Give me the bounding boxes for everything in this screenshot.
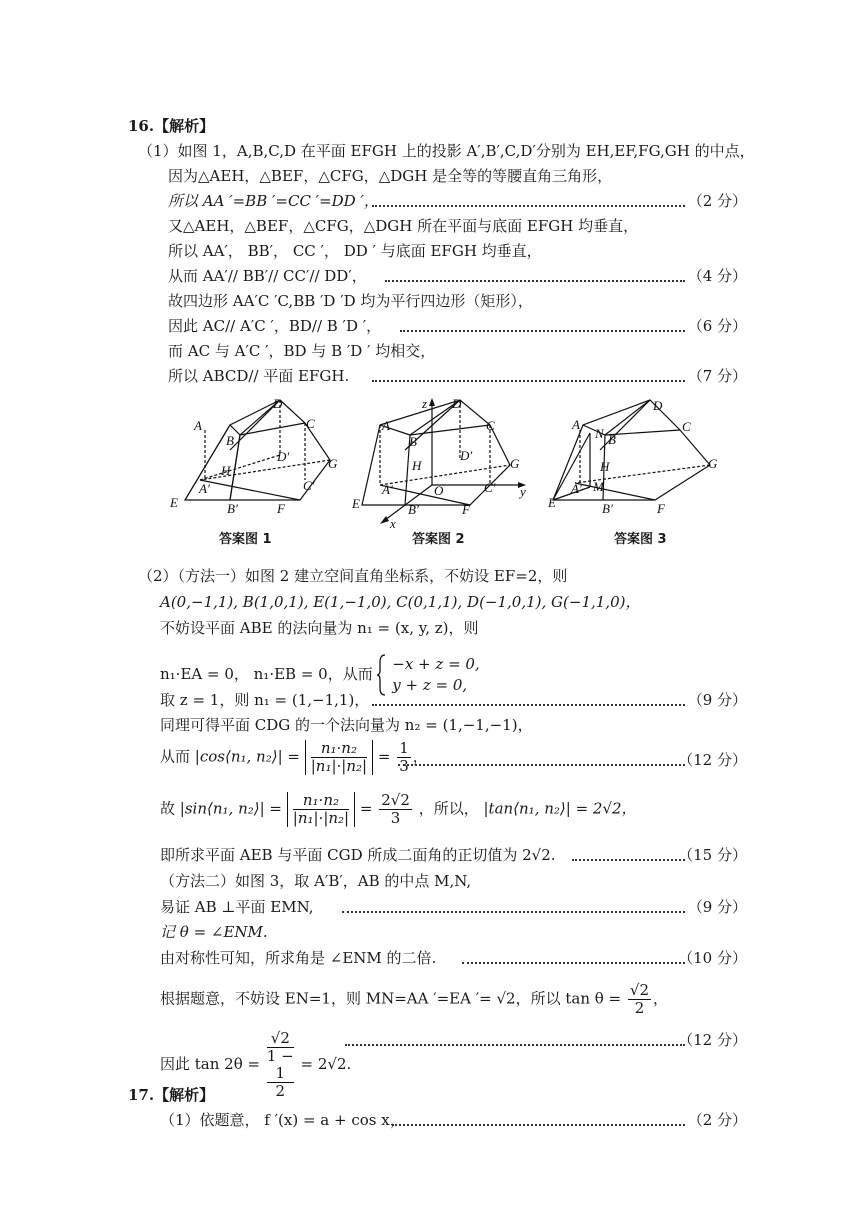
svg-text:H: H <box>412 458 422 473</box>
q16-p2-line1: （2）（方法一）如图 2 建立空间直角坐标系，不妨设 EF=2，则 <box>138 567 568 585</box>
half-numerator: 1 <box>267 1065 294 1083</box>
numerator-root-two: √2 <box>267 1030 294 1048</box>
one-minus: 1 − <box>266 1047 294 1065</box>
fraction-denominator: |n₁|·|n₂| <box>310 757 368 775</box>
svg-text:G: G <box>510 456 520 471</box>
dot-leader <box>372 704 685 706</box>
numerator-root-two: √2 <box>629 981 650 999</box>
svg-text:z: z <box>422 396 428 411</box>
numerator-two-root-two: 2√2 <box>381 791 410 809</box>
fraction-denominator: |n₁|·|n₂| <box>292 809 350 827</box>
dot-leader <box>372 380 685 382</box>
q16-m2-line5: 根据题意，不妨设 EN=1，则 MN=AA ′=EA ′= √2，所以 tan θ = $\frac{√2}{2}$ ， <box>160 981 669 1017</box>
q16-p2-coords: A(0,−1,1), B(1,0,1), E(1,−1,0), C(0,1,1), D(−1,0,1), G(−1,1,0)， <box>160 593 641 611</box>
score-7: （7 分） <box>687 367 747 385</box>
svg-text:B: B <box>409 434 417 449</box>
fraction-root2-over-2 <box>628 982 651 1017</box>
q16-m2-line2: 易证 AB ⊥平面 EMN, <box>160 898 314 916</box>
figure-3 <box>545 395 725 520</box>
svg-text:D: D <box>653 398 663 413</box>
svg-text:A: A <box>382 418 390 433</box>
svg-text:E: E <box>352 496 360 511</box>
svg-text:G: G <box>708 456 718 471</box>
q16-m2-line1: （方法二）如图 3，取 A′B′，AB 的中点 M,N, <box>160 872 472 890</box>
q16-p1-line10: 所以 ABCD// 平面 EFGH. <box>168 367 350 385</box>
q16-p2-line6: 同理可得平面 CDG 的一个法向量为 n₂ = (1,−1,−1)， <box>160 716 533 734</box>
equation-1: −x + z = 0, <box>392 655 480 673</box>
dot-leader <box>372 205 685 207</box>
caption-figure-1: 答案图 1 <box>219 532 272 547</box>
svg-text:C′: C′ <box>484 480 496 495</box>
svg-text:A′: A′ <box>382 482 393 497</box>
caption-figure-2: 答案图 2 <box>412 532 465 547</box>
q16-title: 16.【解析】 <box>128 117 215 135</box>
svg-text:A: A <box>194 418 202 433</box>
svg-text:B′: B′ <box>408 502 419 517</box>
dot-leader <box>398 764 685 766</box>
fraction-dot-over-norms <box>311 740 367 775</box>
svg-text:x: x <box>390 516 396 530</box>
svg-text:E: E <box>170 495 178 510</box>
abs-tan-result: |tan⟨n₁, n₂⟩| = 2√2， <box>483 799 637 818</box>
svg-text:B′: B′ <box>602 501 613 516</box>
fraction-numerator: n₁·n₂ <box>311 740 367 758</box>
svg-text:B: B <box>226 433 234 448</box>
fraction-dot-over-norms-2 <box>293 792 349 827</box>
svg-text:y: y <box>520 484 526 499</box>
svg-text:C: C <box>682 419 691 434</box>
q16-p2-line8 <box>160 792 637 827</box>
q16-p1-line3: 所以 AA ′=BB ′=CC ′=DD ′， <box>168 192 379 210</box>
q16-p1-line6: 从而 AA′// BB′// CC′// DD′， <box>168 267 367 285</box>
svg-text:M: M <box>593 479 604 494</box>
fraction-one-third <box>397 740 411 775</box>
svg-text:A′: A′ <box>199 481 210 496</box>
dot-leader <box>385 280 685 282</box>
numerator-one: 1 <box>399 739 409 757</box>
fraction-two-root-two-over-three <box>379 792 412 827</box>
dot-leader <box>572 859 685 861</box>
q16-p2-line3: 不妨设平面 ABE 的法向量为 n₁ = (x, y, z)，则 <box>160 619 479 637</box>
dot-leader <box>462 962 685 964</box>
svg-text:N: N <box>595 426 604 441</box>
equation-system <box>377 654 479 696</box>
score-2b: （2 分） <box>687 1111 747 1129</box>
q17-title: 17.【解析】 <box>128 1086 215 1104</box>
svg-text:G: G <box>328 456 338 471</box>
svg-text:H: H <box>600 459 610 474</box>
dot-leader <box>400 330 685 332</box>
half-denominator: 2 <box>275 1082 286 1100</box>
fraction-tan-double <box>267 1030 294 1100</box>
svg-text:D: D <box>452 396 462 411</box>
svg-text:D′: D′ <box>277 449 290 464</box>
svg-text:C′: C′ <box>303 478 315 493</box>
denominator-three: 3 <box>390 809 401 827</box>
tan-double-result: = 2√2. <box>300 1055 352 1073</box>
q17-line1: （1）依题意， f ′(x) = a + cos x， <box>160 1111 405 1129</box>
score-12: （12 分） <box>678 751 747 769</box>
normal-dot-products: n₁·EA = 0， n₁·EB = 0，从而 <box>160 665 373 683</box>
q16-p2-line7: 从而 |cos⟨n₁, n₂⟩| = $\frac{\text{n₁·n₂}}{\text{|n₁|·|n₂|}}$ = $\frac{1}{3}$ ， <box>160 739 428 775</box>
score-10: （10 分） <box>678 949 747 967</box>
q16-p2-line5: 取 z = 1，则 n₁ = (1,−1,1)， <box>160 691 370 709</box>
score-6: （6 分） <box>687 317 747 335</box>
so-text: ，所以， <box>418 799 479 818</box>
figure-1 <box>165 395 350 520</box>
q16-p1-line4: 又△AEH，△BEF，△CFG，△DGH 所在平面与底面 EFGH 均垂直， <box>168 217 639 235</box>
line7-prefix: 从而 <box>160 747 191 766</box>
dot-leader <box>392 1124 685 1126</box>
svg-text:E: E <box>548 495 556 510</box>
dot-leader <box>345 1044 685 1046</box>
svg-text:C: C <box>306 416 315 431</box>
svg-text:O: O <box>434 483 444 498</box>
svg-text:F: F <box>462 502 470 517</box>
tan-two-theta-text: 因此 tan 2θ = <box>160 1055 261 1073</box>
score-9: （9 分） <box>687 691 747 709</box>
svg-text:H: H <box>221 463 231 478</box>
fraction-numerator: n₁·n₂ <box>293 792 349 810</box>
q16-p1-line1: （1）如图 1，A,B,C,D 在平面 EFGH 上的投影 A′,B′,C,D′分别为 EH,EF,FG,GH 的中点， <box>138 142 755 160</box>
svg-text:D′: D′ <box>460 448 473 463</box>
q16-p1-line9: 而 AC 与 A′C ′，BD 与 B ′D ′ 均相交， <box>168 342 436 360</box>
svg-text:D: D <box>273 396 283 411</box>
svg-text:A′: A′ <box>571 481 582 496</box>
q16-p1-line8: 因此 AC// A′C ′，BD// B ′D ′， <box>168 317 382 335</box>
q16-p2-conclusion: 即所求平面 AEB 与平面 CGD 所成二面角的正切值为 2√2. <box>160 846 556 864</box>
q16-p1-line2: 因为△AEH，△BEF，△CFG，△DGH 是全等的等腰直角三角形， <box>168 167 613 185</box>
q16-p1-line5: 所以 AA′， BB′， CC ′， DD ′ 与底面 EFGH 均垂直， <box>168 242 542 260</box>
line8-prefix: 故 <box>160 799 176 818</box>
figure-2 <box>350 390 530 530</box>
q16-p1-line7: 故四边形 AA′C ′C,BB ′D ′D 均为平行四边形（矩形）， <box>168 292 533 310</box>
left-brace-icon <box>377 654 387 696</box>
fraction-half <box>267 1065 294 1100</box>
svg-text:C: C <box>486 418 495 433</box>
svg-text:B: B <box>608 432 616 447</box>
svg-text:A: A <box>572 417 580 432</box>
svg-text:B′: B′ <box>227 501 238 516</box>
denominator-three: 3 <box>399 757 409 775</box>
dot-leader <box>342 911 685 913</box>
q16-m2-line4: 由对称性可知，所求角是 ∠ENM 的二倍. <box>160 949 437 967</box>
equals: = <box>377 747 391 766</box>
equation-2: y + z = 0, <box>392 676 468 694</box>
abs-sin: |sin⟨n₁, n₂⟩| = <box>179 799 282 818</box>
svg-text:F: F <box>657 501 665 516</box>
caption-figure-3: 答案图 3 <box>614 532 667 547</box>
tan-theta-text: 根据题意，不妨设 EN=1，则 MN=AA ′=EA ′= √2，所以 tan θ = <box>160 989 622 1008</box>
denominator-two: 2 <box>634 999 645 1017</box>
score-15: （15 分） <box>678 846 747 864</box>
q16-m2-line3: 记 θ = ∠ENM. <box>160 923 268 941</box>
abs-cos: |cos⟨n₁, n₂⟩| = <box>194 747 300 766</box>
score-4: （4 分） <box>687 267 747 285</box>
equals: = <box>359 799 373 818</box>
score-12b: （12 分） <box>678 1031 747 1049</box>
score-2: （2 分） <box>687 192 747 210</box>
svg-text:F: F <box>277 501 285 516</box>
score-9b: （9 分） <box>687 898 747 916</box>
